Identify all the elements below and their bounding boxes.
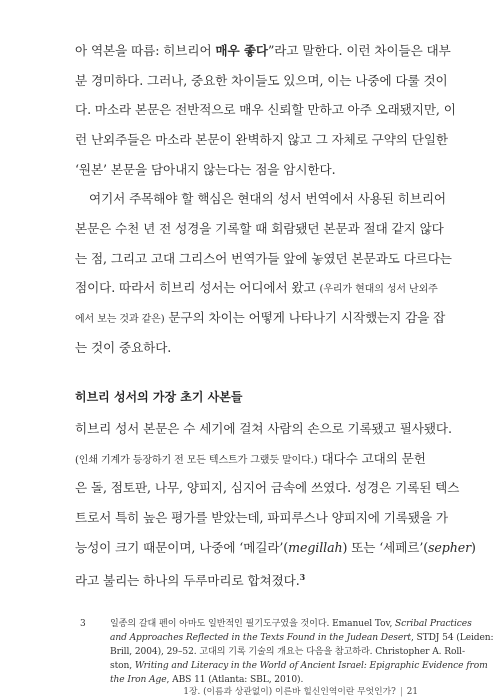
- small-aside: 에서 보는 것과 같은): [75, 314, 165, 325]
- paragraph1-line-2: 분 경미하다. 그러나, 중요한 차이들도 있으며, 이는 나중에 다룰 것이: [75, 73, 448, 88]
- italic-title: the Iron Age: [110, 675, 167, 685]
- footnote-line-2: [110, 632, 494, 644]
- text-run: 일종의 갈대 펜이 아마도 일반적인 필기도구였을 것이다. Emanuel Tov,: [110, 619, 396, 629]
- text-run: ”라고 말한다. 이런 차이들은 대부: [267, 43, 451, 58]
- paragraph2-line-5: [75, 310, 446, 328]
- paragraph1-line-4: 런 난외주들은 마소라 본문이 완벽하지 않고 그 자체로 구약의 단일한: [75, 132, 448, 147]
- paragraph3-line-3: 은 돌, 점토판, 나무, 양피지, 심지어 금속에 쓰였다. 성경은 기록된 텍스: [75, 480, 460, 495]
- text-run: 대다수 고대의 문헌: [317, 451, 426, 466]
- footnote-line-1: [110, 618, 472, 630]
- small-aside: (우리가 현대의 성서 난외주: [319, 284, 438, 295]
- footnote-line-3: Brill, 2004), 29–52. 고대의 기록 기술의 개요는 다음을 참고하라. Christopher A. Roll-: [110, 647, 465, 657]
- paragraph2-line-3: 는 점, 그리고 고대 그리스어 번역가들 앞에 놓였던 본문과도 다르다는: [75, 251, 452, 266]
- italic-term: sepher: [428, 540, 472, 555]
- paragraph2-line-6: 는 것이 중요하다.: [75, 340, 172, 355]
- paragraph2-line-2: 본문은 수천 년 전 성경을 기록할 때 회람됐던 본문과 절대 같지 않다: [75, 221, 444, 236]
- paragraph3-line-4: 트로서 특히 높은 평가를 받았는데, 파피루스나 양피지에 기록됐을 가: [75, 510, 448, 525]
- paragraph3-line-1: 히브리 성서 본문은 수 세기에 걸쳐 사람의 손으로 기록됐고 필사됐다.: [75, 421, 452, 436]
- footnote-ref[interactable]: 3: [299, 572, 306, 582]
- italic-title: and Approaches Reflected in the Texts Found in the Judean Desert: [110, 633, 411, 643]
- paragraph2-line-4: [75, 280, 438, 298]
- page-number: 21: [406, 687, 418, 697]
- paragraph3-line-2: [75, 451, 426, 469]
- paragraph1-line-5: ‘원본’ 본문을 담아내지 않는다는 점을 암시한다.: [75, 162, 336, 177]
- running-footer: [183, 684, 418, 697]
- text-run: 점이다. 따라서 히브리 성서는 어디에서 왔고: [75, 280, 320, 295]
- italic-title: Scribal Practices: [395, 619, 472, 629]
- footnote-number: 3: [80, 619, 86, 629]
- footer-divider: |: [399, 687, 403, 697]
- paragraph3-line-6: [75, 569, 417, 589]
- paragraph2-line-1: 여기서 주목해야 할 핵심은 현대의 성서 번역에서 사용된 히브리어: [89, 191, 446, 206]
- text-run: ) 또는 ‘세페르’(: [342, 540, 429, 555]
- bold-phrase: 매우 좋다: [215, 43, 268, 58]
- text-run: 능성이 크기 때문이며, 나중에 ‘메길라’(: [75, 540, 289, 555]
- footnote-line-4: [110, 660, 488, 672]
- footer-chapter-title: 1장. (이름과 상관없이) 이른바 힐신인역이란 무엇인가?: [183, 687, 396, 697]
- paragraph1-line-1: [75, 43, 451, 59]
- text-run: ston,: [110, 661, 135, 671]
- paragraph1-line-3: 다. 마소라 본문은 전반적으로 매우 신뢰할 만하고 아주 오래됐지만, 이: [75, 102, 456, 117]
- small-aside: (인쇄 기계가 등장하기 전 모든 텍스트가 그랬듯 말이다.): [75, 455, 318, 466]
- text-run: ): [471, 540, 476, 555]
- section-heading: 히브리 성서의 가장 초기 사본들: [75, 390, 243, 404]
- text-run: 아 역본을 따름: 히브리어: [75, 43, 216, 58]
- text-run: , ABS 11 (Atlanta: SBL, 2010).: [166, 675, 304, 685]
- paragraph3-line-5: [75, 540, 476, 556]
- text-run: 라고 불리는 하나의 두루마리로 합쳐졌다.: [75, 573, 300, 589]
- italic-title: Writing and Literacy in the World of Ancient Israel: Epigraphic Evidence from: [134, 661, 488, 671]
- text-run: , STDJ 54 (Leiden:: [410, 633, 494, 643]
- italic-term: megillah: [288, 540, 343, 555]
- text-run: 문구의 차이는 어떻게 나타나기 시작했는지 감을 잡: [164, 310, 446, 325]
